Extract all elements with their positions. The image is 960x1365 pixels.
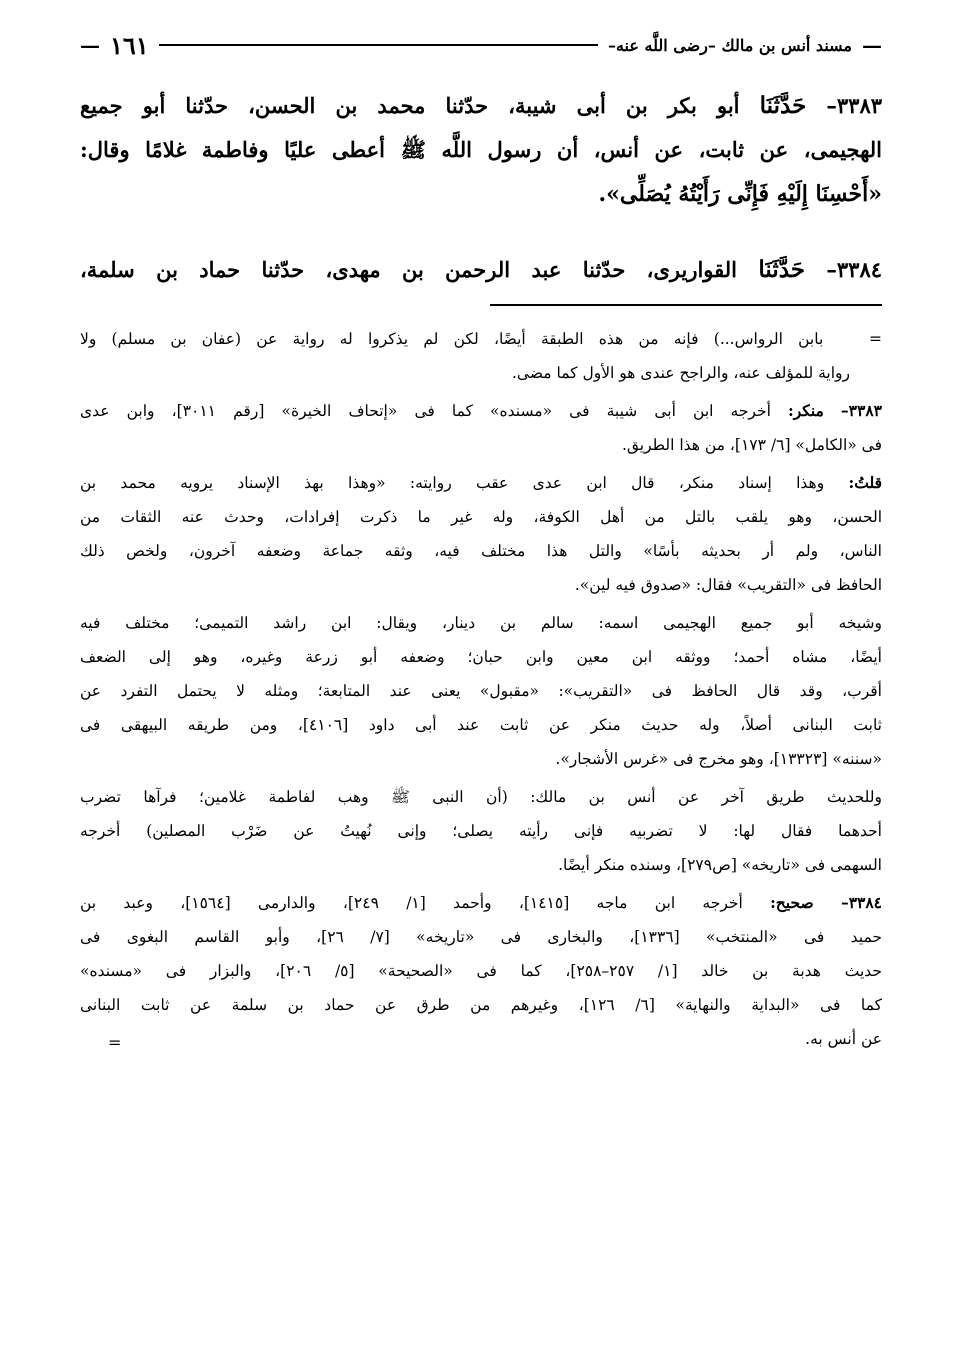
footnote-qultu (80, 466, 882, 602)
footnote-line: الحافظ فى «التقريب» فقال: «صدوق فيه لين». (574, 576, 882, 594)
running-title: مسند أنس بن مالك –رضى اللَّه عنه– (607, 35, 852, 55)
footnote-line: «سننه» [١٣٣٢٣]، وهو مخرج فى «غرس الأشجار». (555, 750, 882, 768)
header-dash: — (862, 33, 882, 57)
matn-quote: «أَحْسِنَا إِلَيْهِ فَإِنِّى رَأَيْتُهُ يُصَلِّى». (598, 181, 882, 207)
footnote-line: أيضًا، مشاه أحمد؛ ووثقه ابن معين وابن حبان؛ وضعفه أبو زرعة وغيره، وهو إلى الضعف (80, 648, 882, 666)
footnote-shaykh (80, 606, 882, 776)
footnote-line: وللحديث طريق آخر عن أنس بن مالك: (أن النبى ﷺ وهب لفاطمة غلامين؛ فرآها تضرب (80, 788, 882, 806)
footnote-line (80, 322, 882, 356)
footnote-line: أقرب، وقد قال الحافظ فى «التقريب»: «مقبول» يعنى عند المتابعة؛ ومثله لا يحتمل التفرد عن (80, 682, 882, 700)
footnote-line: كما فى «البداية والنهاية» [٦/ ١٢٦]، وغيرهم من طرق عن حماد بن سلمة عن ثابت البنانى (80, 996, 882, 1014)
hadith-3383-line-1 (80, 84, 882, 128)
footnote-line (80, 466, 882, 500)
footnote-3383 (80, 394, 882, 462)
page-header (80, 28, 882, 62)
footnote-line: الناس، ولم أر بحديثه بأسًا» والتل هذا مختلف فيه، وثقه جماعة وضعفه آخرون، ولخص ذلك (80, 542, 882, 560)
hadith-number: ٣٣٨٤– (826, 257, 883, 282)
hadith-3383-line-2: الهجيمى، عن ثابت، عن أنس، أن رسول اللَّه ﷺ أعطى عليًا وفاطمة غلامًا وقال: (80, 137, 882, 162)
footnote-line: رواية للمؤلف عنه، والراجح عندى هو الأول كما مضى. (511, 364, 850, 382)
footnote-line: حميد فى «المنتخب» [١٣٣٦]، والبخارى فى «تاريخه» [٧/ ٢٦]، وأبو القاسم البغوى فى (80, 928, 882, 946)
haddathana-word: حَدَّثَنَا (759, 92, 807, 119)
footnote-text: وهذا إسناد منكر، قال ابن عدى عقب روايته: «وهذا بهذ الإسناد يرويه محمد بن (80, 474, 825, 492)
footnote-line: فى «الكامل» [٦/ ١٧٣]، من هذا الطريق. (621, 436, 882, 454)
footnote-number: ٣٣٨٤– (840, 893, 882, 912)
grade-label: منكر: (787, 401, 824, 420)
isnad-text: أبو بكر بن أبى شيبة، حدّثنا محمد بن الحسن، حدّثنا أبو جميع (80, 93, 740, 118)
page-number-dash: — (80, 33, 100, 57)
footnote-line: ثابت البنانى أصلاً، وله حديث منكر عن ثابت عند أبى داود [٤١٠٦]، ومن طريقه البيهقى فى (80, 716, 882, 734)
footnote-tariq (80, 780, 882, 882)
footnote-line: السهمى فى «تاريخه» [ص٢٧٩]، وسنده منكر أيضًا. (558, 856, 882, 874)
footnote-line: الحسن، وهو يلقب بالتل من أهل الكوفة، وله غير ما ذكرت إفرادات، وحدث عنه الثقات من (80, 508, 882, 526)
footnote-line (80, 886, 882, 920)
page-number: ١٦١ (110, 30, 149, 60)
footnote-number: ٣٣٨٣– (840, 401, 882, 420)
continuation-marker: = (869, 330, 882, 348)
isnad-text: القواريرى، حدّثنا عبد الرحمن بن مهدى، حدّثنا حماد بن سلمة، (80, 257, 737, 282)
footnote-text: أخرجه ابن أبى شيبة فى «مسنده» كما فى «إتحاف الخيرة» [رقم ٣٠١١]، وابن عدى (80, 402, 771, 420)
footnote-divider (490, 304, 882, 306)
footnote-text: أخرجه ابن ماجه [١٤١٥]، وأحمد [١/ ٢٤٩]، والدارمى [١٥٦٤]، وعبد بن (80, 894, 743, 912)
continuation-marker: = (108, 1033, 122, 1052)
hadith-3383-quote (80, 172, 882, 216)
haddathana-word: حَدَّثَنَا (758, 256, 806, 283)
footnote-line: وشيخه أبو جميع الهجيمى اسمه: سالم بن دينار، ويقال: ابن راشد التميمى؛ مختلف فيه (80, 614, 882, 632)
footnote-text: بابن الرواس...) فإنه من هذه الطبقة أيضًا، لكن لم يذكروا له رواية عن (عفان بن مسلم) ولا (80, 330, 824, 348)
hadith-3383 (80, 84, 882, 216)
hadith-3384 (80, 248, 882, 292)
footnote-line: حديث هدبة بن خالد [١/ ٢٥٧–٢٥٨]، كما فى «الصحيحة» [٥/ ٢٠٦]، والبزار فى «مسنده» (80, 962, 882, 980)
header-rule (159, 44, 598, 46)
footnote-3384 (80, 886, 882, 1056)
grade-label: صحيح: (770, 893, 814, 912)
footnote-continuation (80, 322, 882, 390)
footnote-line (80, 394, 882, 428)
footnotes (80, 322, 882, 1060)
footnote-line: عن أنس به. (805, 1030, 882, 1048)
footnote-line: أحدهما فقال لها: لا تضربيه فإنى رأيته يصلى؛ وإنى نُهيتُ عن ضَرْب المصلين) أخرجه (80, 822, 882, 840)
qultu-label: قلتُ: (848, 473, 883, 492)
hadith-3384-line-1 (80, 248, 882, 292)
hadith-number: ٣٣٨٣– (826, 93, 883, 118)
